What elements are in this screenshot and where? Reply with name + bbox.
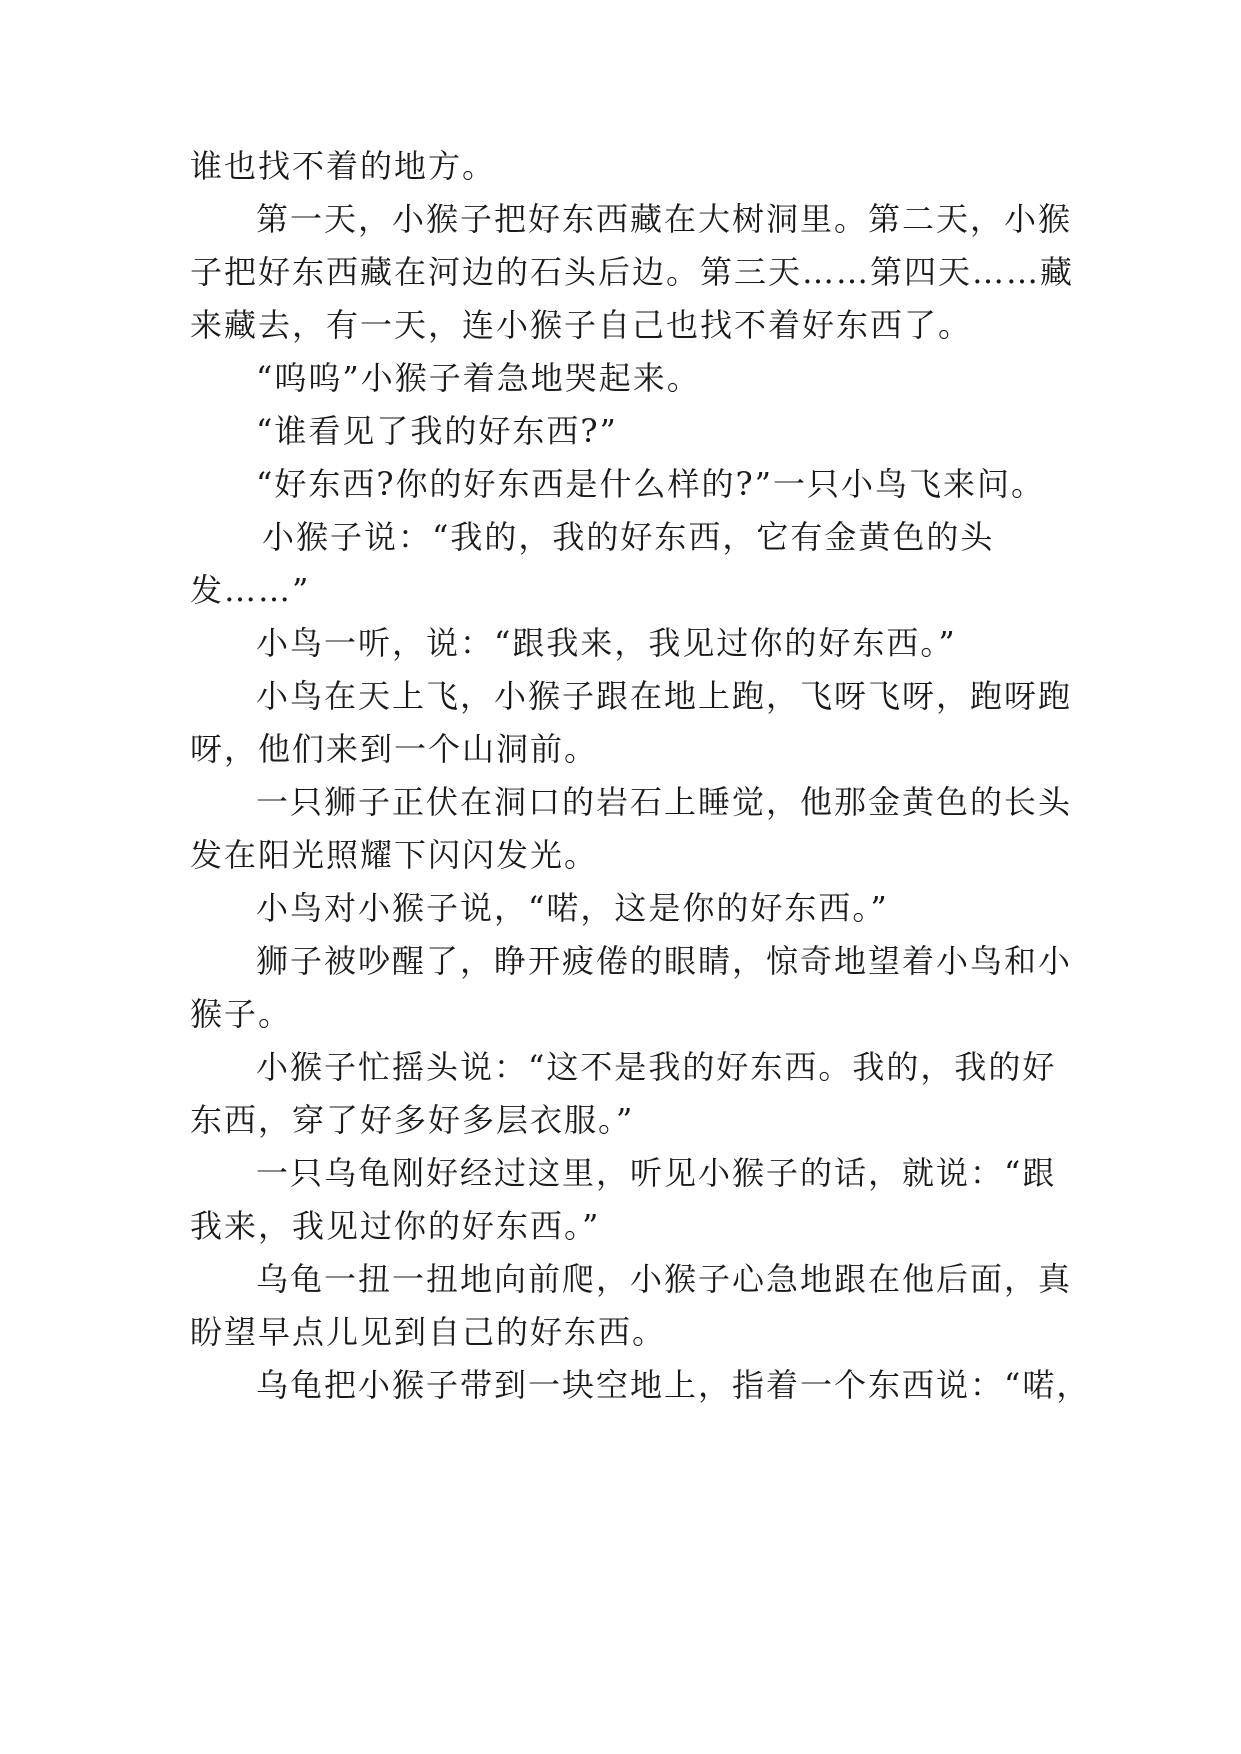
- paragraph-start-line: 小猴子说：“我的，我的好东西，它有金黄色的头: [262, 518, 995, 556]
- paragraph-start-line: 乌龟把小猴子带到一块空地上，指着一个东西说：“喏，: [256, 1366, 1091, 1404]
- text-line: 来藏去，有一天，连小猴子自己也找不着好东西了。: [190, 306, 973, 344]
- paragraph-start-line: “呜呜”小猴子着急地哭起来。: [256, 359, 701, 397]
- paragraph-start-line: “谁看见了我的好东西?”: [256, 412, 618, 450]
- paragraph-start-line: “好东西?你的好东西是什么样的?”一只小鸟飞来问。: [256, 465, 1046, 503]
- text-line: 子把好东西藏在河边的石头后边。第三天……第四天……藏: [190, 253, 1075, 291]
- paragraph-start-line: 小鸟对小猴子说，“喏，这是你的好东西。”: [256, 889, 889, 927]
- paragraph-start-line: 一只乌龟刚好经过这里，听见小猴子的话，就说：“跟: [256, 1154, 1057, 1192]
- text-line: 发在阳光照耀下闪闪发光。: [190, 836, 599, 874]
- paragraph-start-line: 狮子被吵醒了，睁开疲倦的眼睛，惊奇地望着小鸟和小: [256, 942, 1073, 980]
- text-line: 东西，穿了好多好多层衣服。”: [190, 1101, 635, 1139]
- text-line: 我来，我见过你的好东西。”: [190, 1207, 601, 1245]
- paragraph-start-line: 小鸟一听，说：“跟我来，我见过你的好东西。”: [256, 624, 957, 662]
- paragraph-start-line: 一只狮子正伏在洞口的岩石上睡觉，他那金黄色的长头: [256, 783, 1073, 821]
- text-line: 猴子。: [190, 995, 293, 1033]
- text-line: 盼望早点儿见到自己的好东西。: [190, 1313, 667, 1351]
- paragraph-start-line: 乌龟一扭一扭地向前爬，小猴子心急地跟在他后面，真: [256, 1260, 1073, 1298]
- text-line: 发……”: [190, 571, 311, 609]
- text-line: 呀，他们来到一个山洞前。: [190, 730, 599, 768]
- text-line: 谁也找不着的地方。: [190, 147, 497, 185]
- paragraph-start-line: 第一天，小猴子把好东西藏在大树洞里。第二天，小猴: [256, 200, 1073, 238]
- paragraph-start-line: 小猴子忙摇头说：“这不是我的好东西。我的，我的好: [256, 1048, 1057, 1086]
- paragraph-start-line: 小鸟在天上飞，小猴子跟在地上跑，飞呀飞呀，跑呀跑: [256, 677, 1073, 715]
